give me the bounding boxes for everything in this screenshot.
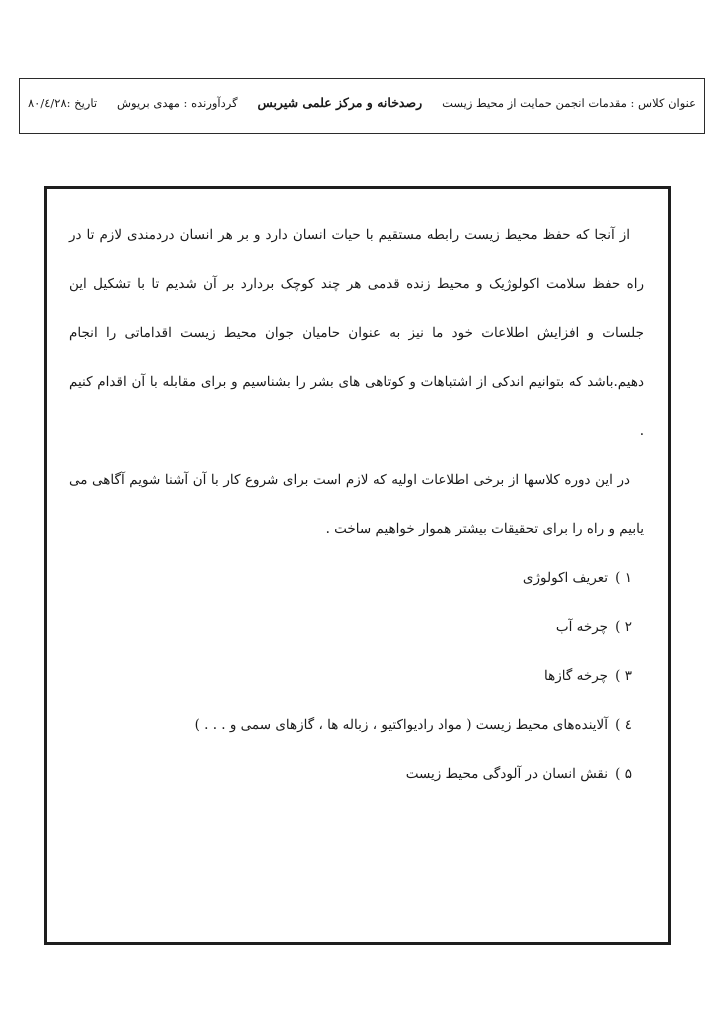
course-paragraph: در این دوره کلاسها از برخی اطلاعات اولیه که لازم است برای شروع کار با آن آشنا شویم آگاهی می یابیم و راه را برای تحقیقات بیشتر هموار خواهیم ساخت . — [69, 472, 644, 537]
list-item — [69, 652, 632, 701]
list-item — [69, 701, 632, 750]
list-item-number: ۵ ) — [615, 766, 632, 782]
compiler-name: گردآورنده : مهدی بریوش — [117, 95, 238, 110]
list-item — [69, 750, 632, 799]
organization-title: رصدخانه و مرکز علمی شیربس — [257, 95, 423, 110]
content-frame — [44, 186, 671, 945]
list-item-text: آلاینده‌های محیط زیست ( مواد رادیواکتیو ، زباله ها ، گازهای سمی و . . . ) — [194, 717, 608, 733]
list-item-number: ۱ ) — [615, 570, 632, 586]
list-item-number: ۳ ) — [615, 668, 632, 684]
list-item-text: نقش انسان در آلودگی محیط زیست — [405, 766, 608, 782]
header-row — [28, 95, 696, 110]
list-item-text: چرخه گازها — [544, 668, 608, 684]
list-item — [69, 603, 632, 652]
list-item-text: چرخه آب — [555, 619, 608, 635]
document-header — [19, 78, 705, 134]
topic-list — [69, 554, 644, 799]
list-item-number: ۲ ) — [615, 619, 632, 635]
list-item — [69, 554, 632, 603]
list-item-number: ٤ ) — [615, 717, 632, 733]
document-date: تاریخ :۸۰/٤/۲۸ — [28, 95, 98, 110]
list-item-text: تعریف اکولوژی — [522, 570, 608, 586]
intro-paragraph: از آنجا که حفظ محیط زیست رابطه مستقیم با حیات انسان دارد و بر هر انسان دردمندی لازم تا در راه حفظ سلامت اکولوژیک و محیط زنده قدمی هر چند کوچک بردارد بر آن شدیم تا با تشکیل این جلسات و افزایش اطلاعات خود ما نیز به عنوان حامیان جوان محیط زیست اقداماتی را انجام دهیم.باشد که بتوانیم اندکی از اشتباهات و کوتاهی های بشر را بشناسیم و برای مقابله با آن اقدام کنیم . — [69, 227, 644, 439]
class-title: عنوان کلاس : مقدمات انجمن حمایت از محیط زیست — [442, 95, 696, 110]
document-body — [69, 211, 644, 799]
